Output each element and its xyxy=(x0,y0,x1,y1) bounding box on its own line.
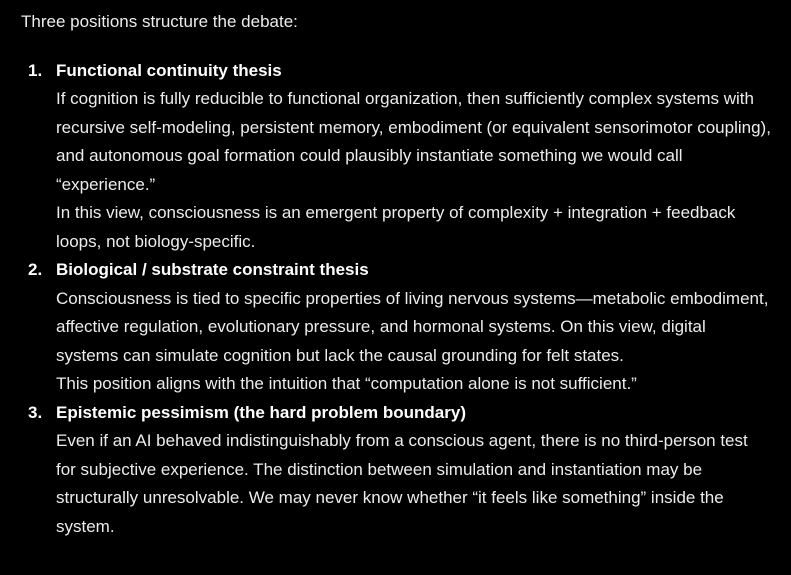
item-paragraph: Consciousness is tied to specific properties of living nervous systems—metabolic embodiment, affective regulation, evolutionary pressure, and hormonal systems. On this view, digital systems can simulate cognition but lack the causal grounding for felt states. xyxy=(56,288,769,365)
item-paragraph: In this view, consciousness is an emergent property of complexity + integration + feedback loops, not biology-specific. xyxy=(56,203,736,251)
positions-list xyxy=(21,57,771,542)
list-number: 2. xyxy=(28,260,43,279)
list-item-functional-continuity xyxy=(21,57,771,257)
item-title: Functional continuity thesis xyxy=(56,60,282,80)
intro-text: Three positions structure the debate: xyxy=(21,12,298,31)
item-paragraph: If cognition is fully reducible to functional organization, then sufficiently complex systems with recursive self-modeling, persistent memory, embodiment (or equivalent sensorimotor coupling), and autonomous goal formation could plausibly instantiate something we would call “experience.” xyxy=(56,89,771,194)
item-paragraph: Even if an AI behaved indistinguishably from a conscious agent, there is no third-person test for subjective experience. The distinction between simulation and instantiation may be structurally unresolvable. We may never know whether “it feels like something” inside the system. xyxy=(56,431,748,536)
list-item-epistemic-pessimism xyxy=(21,399,771,542)
list-number: 3. xyxy=(28,402,43,422)
list-number: 1. xyxy=(28,60,43,80)
item-paragraph: This position aligns with the intuition that “computation alone is not sufficient.” xyxy=(56,374,637,393)
item-title: Biological / substrate constraint thesis xyxy=(56,260,369,279)
list-item-substrate-constraint xyxy=(21,256,771,399)
item-title: Epistemic pessimism (the hard problem boundary) xyxy=(56,402,466,422)
